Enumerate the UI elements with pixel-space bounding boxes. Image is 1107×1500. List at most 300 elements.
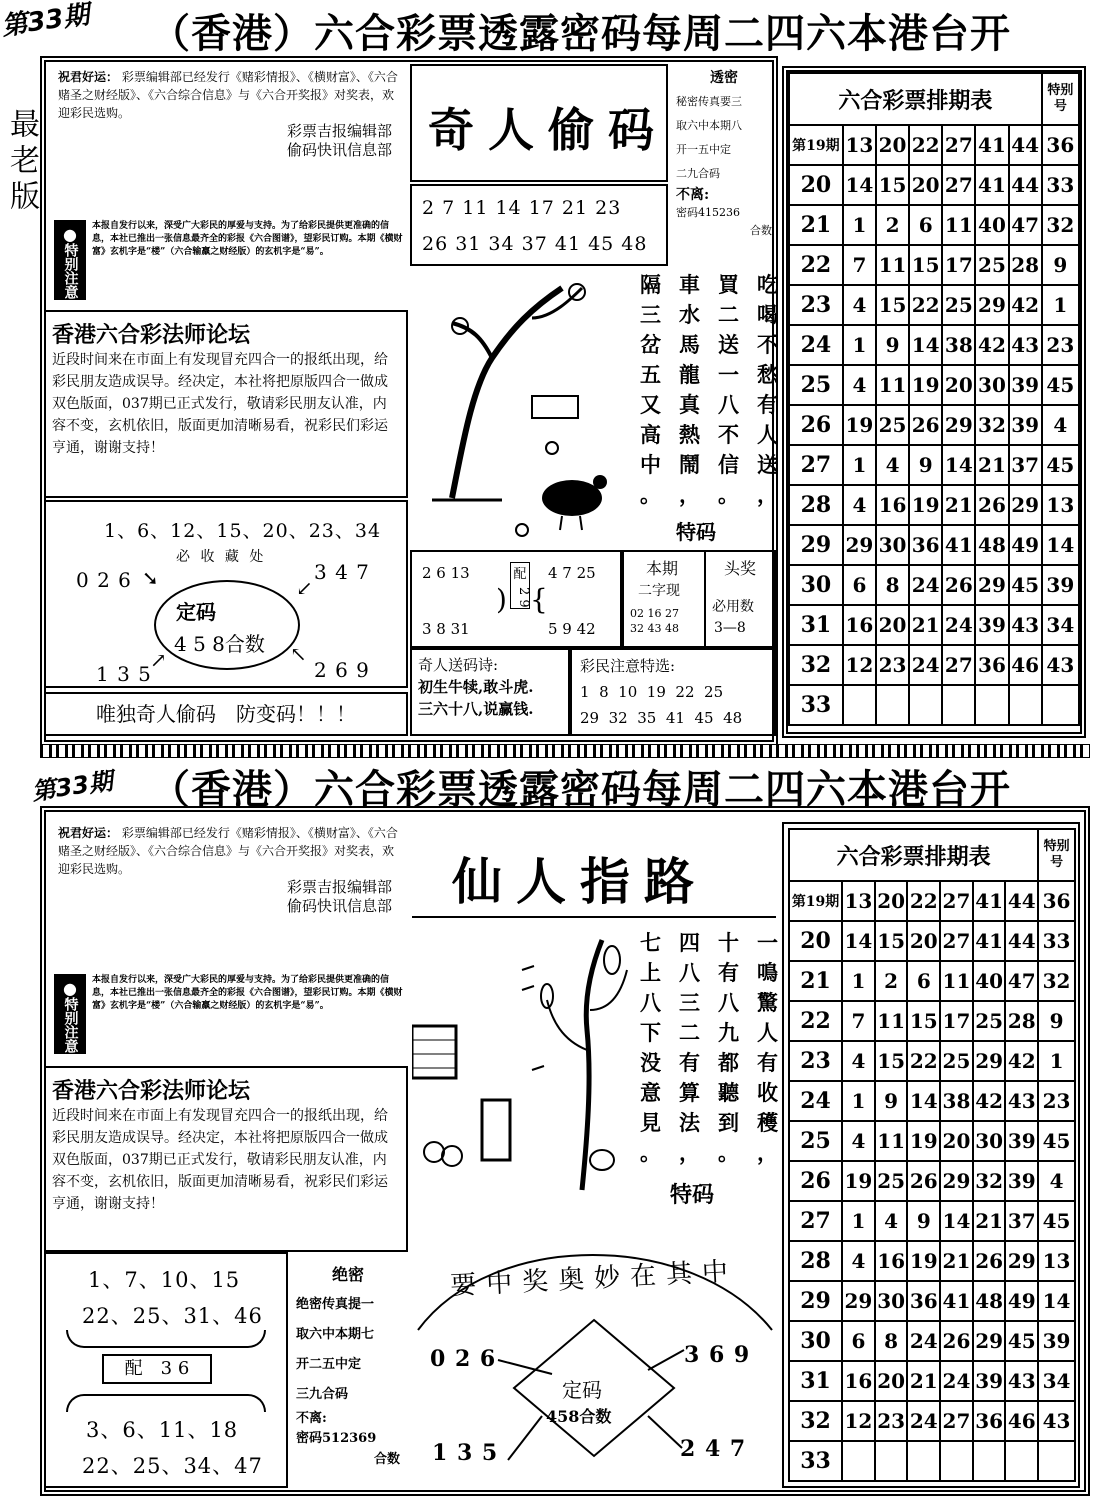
poem-char: 吃 xyxy=(757,272,778,297)
poem-char: 十 xyxy=(718,930,739,955)
secret-line-3-bottom: 开二五中定 xyxy=(296,1357,362,1372)
poem-char: 二 xyxy=(718,302,739,327)
schedule-issue-cell: 22 xyxy=(789,245,843,285)
schedule-number-cell xyxy=(1009,685,1042,725)
schedule-issue-cell: 25 xyxy=(789,1121,842,1161)
schedule-row xyxy=(789,605,1079,645)
schedule-number-cell: 41 xyxy=(975,125,1008,165)
schedule-issue-cell: 20 xyxy=(789,165,843,205)
schedule-number-cell: 12 xyxy=(842,1401,875,1441)
schedule-row-bottom xyxy=(789,921,1075,961)
schedule-row-bottom xyxy=(789,1241,1075,1281)
poem-char: 一 xyxy=(718,362,739,387)
arrow-up-right-icon: ↗ xyxy=(150,648,167,672)
schedule-number-cell: 25 xyxy=(940,1041,973,1081)
page-title-bottom: （香港）六合彩票透露密码每周二四六本港台开 xyxy=(150,766,1011,813)
bracket-left-icon: ) xyxy=(496,583,507,616)
schedule-issue-cell: 32 xyxy=(789,1401,842,1441)
schedule-issue-cell: 33 xyxy=(789,1441,842,1481)
left-nums-3: 3、6、11、18 xyxy=(86,1418,239,1442)
schedule-number-cell: 37 xyxy=(1005,1201,1038,1241)
secret-line-6-bottom: 密码512369 xyxy=(296,1431,377,1446)
schedule-number-cell: 42 xyxy=(973,1081,1006,1121)
bomb-icon-bottom: ● xyxy=(63,979,77,998)
schedule-number-cell: 27 xyxy=(942,165,975,205)
schedule-row xyxy=(789,565,1079,605)
diamond-bottom-right: 2 4 7 xyxy=(680,1436,747,1462)
tree-hen-illustration xyxy=(412,268,640,548)
left-nums-2: 22、25、31、46 xyxy=(82,1304,263,1328)
schedule-number-cell: 6 xyxy=(842,1321,875,1361)
schedule-number-cell: 36 xyxy=(909,525,942,565)
schedule-number-cell: 28 xyxy=(1005,1001,1038,1041)
poem-char: 有 xyxy=(757,392,778,417)
pair-mid-nums: 2 9 xyxy=(516,587,531,608)
poem-char: 八 xyxy=(718,990,739,1015)
schedule-number-cell: 20 xyxy=(875,1361,908,1401)
schedule-number-cell: 39 xyxy=(1009,405,1042,445)
secret-line-1-bottom: 绝密传真提一 xyxy=(296,1297,375,1312)
secret-head: 透密 xyxy=(710,70,738,86)
schedule-number-cell: 4 xyxy=(842,1121,875,1161)
schedule-row-bottom xyxy=(789,1201,1075,1241)
schedule-issue-cell: 29 xyxy=(789,1281,842,1321)
poem-char: 喝 xyxy=(757,302,778,327)
secret-line-2: 取六中本期八 xyxy=(676,119,742,132)
schedule-number-cell xyxy=(907,1441,940,1481)
poem2-line-1: 初生牛犊,敢斗虎. xyxy=(418,678,534,696)
special-label: 特码 xyxy=(676,520,716,544)
schedule-number-cell: 47 xyxy=(1005,961,1038,1001)
schedule-number-cell: 44 xyxy=(1009,165,1042,205)
poem-char: 收 xyxy=(757,1080,778,1105)
warning-label-bottom xyxy=(54,974,86,1054)
schedule-number-cell: 41 xyxy=(942,525,975,565)
schedule-special-cell: 9 xyxy=(1038,1001,1075,1041)
schedule-number-cell: 29 xyxy=(973,1321,1006,1361)
chain-divider xyxy=(40,744,1090,758)
issue-label: 第33期 xyxy=(0,0,92,43)
schedule-special-cell: 13 xyxy=(1042,485,1079,525)
side-text: 最老版 xyxy=(4,108,39,216)
schedule-number-cell: 29 xyxy=(975,565,1008,605)
notice-sign-2-bottom: 偷码快讯信息部 xyxy=(286,897,392,915)
schedule-number-cell: 39 xyxy=(975,605,1008,645)
schedule-table-bottom xyxy=(788,828,1076,1482)
circle-center-label: 定码 xyxy=(176,600,216,624)
schedule-number-cell: 16 xyxy=(875,1241,908,1281)
forum-box-bottom xyxy=(44,1066,408,1252)
main-title-box xyxy=(410,64,668,182)
schedule-number-cell: 44 xyxy=(1005,881,1038,921)
schedule-number-cell: 39 xyxy=(1009,365,1042,405)
schedule-row-bottom xyxy=(789,1401,1075,1441)
schedule-number-cell: 40 xyxy=(973,961,1006,1001)
schedule-number-cell: 26 xyxy=(975,485,1008,525)
poem-char: 下 xyxy=(640,1020,661,1045)
schedule-number-cell: 29 xyxy=(842,1281,875,1321)
schedule-number-cell: 24 xyxy=(907,1321,940,1361)
schedule-issue-cell: 28 xyxy=(789,485,843,525)
schedule-number-cell: 46 xyxy=(1009,645,1042,685)
schedule-number-cell: 44 xyxy=(1009,125,1042,165)
schedule-row xyxy=(789,125,1079,165)
forum-body: 近段时间来在市面上有发现冒充四合一的报纸出现，给彩民朋友造成误导。经决定，本社将把原版四合一做成双色版面，037期已正式发行，敬请彩民朋友认准，内容不变，玄机依旧，版面更加清晰易看，祝彩民们彩运亨通，谢谢支持！ xyxy=(52,352,388,456)
schedule-number-cell: 26 xyxy=(940,1321,973,1361)
schedule-number-cell: 49 xyxy=(1009,525,1042,565)
poem-block xyxy=(640,270,778,516)
schedule-number-cell: 32 xyxy=(975,405,1008,445)
schedule-number-cell: 15 xyxy=(907,1001,940,1041)
schedule-issue-cell: 21 xyxy=(789,205,843,245)
schedule-special-cell: 36 xyxy=(1042,125,1079,165)
circle-bottom-left: 1 3 5 xyxy=(96,662,152,686)
poem-char: 真 xyxy=(679,392,700,417)
schedule-number-cell: 14 xyxy=(842,921,875,961)
schedule-row-bottom xyxy=(789,1041,1075,1081)
arrow-left-icon: ↙ xyxy=(296,576,313,600)
poem-char: 一 xyxy=(757,930,778,955)
arrow-up-left-icon: ↖ xyxy=(290,642,307,666)
schedule-number-cell: 15 xyxy=(876,285,909,325)
schedule-special-cell: 43 xyxy=(1038,1401,1075,1441)
schedule-number-cell: 11 xyxy=(876,365,909,405)
schedule-number-cell: 25 xyxy=(875,1161,908,1201)
pair-mid-label: 配 xyxy=(513,567,527,582)
poem-char: 見 xyxy=(640,1110,661,1135)
schedule-number-cell: 25 xyxy=(876,405,909,445)
schedule-number-cell: 19 xyxy=(909,485,942,525)
schedule-number-cell: 7 xyxy=(843,245,876,285)
schedule-number-cell: 48 xyxy=(975,525,1008,565)
poem-column-bottom xyxy=(718,928,739,1176)
left-nums-pair: 配 3 6 xyxy=(102,1354,212,1384)
schedule-number-cell: 45 xyxy=(1005,1321,1038,1361)
schedule-row-bottom xyxy=(789,1441,1075,1481)
poem-column xyxy=(679,270,700,516)
schedule-issue-cell: 33 xyxy=(789,685,843,725)
schedule-number-cell xyxy=(940,1441,973,1481)
this-issue-h2: 二字现 xyxy=(638,583,680,599)
notice-body-bottom: 彩票编辑部已经发行《赌彩情报》、《横财富》、《六合赌圣之财经版》、《六合综合信息》与《六合开奖报》对奖表，欢迎彩民选购。 xyxy=(58,826,398,876)
schedule-special-cell: 45 xyxy=(1038,1121,1075,1161)
schedule-number-cell: 46 xyxy=(1005,1401,1038,1441)
poem-char: 算 xyxy=(679,1080,700,1105)
secret-head-bottom: 绝密 xyxy=(331,1265,364,1284)
poem-char: 熱 xyxy=(679,422,700,447)
poem-column-bottom xyxy=(757,928,778,1176)
schedule-number-cell: 29 xyxy=(942,405,975,445)
poem-char: 。 xyxy=(640,482,661,507)
schedule-number-cell xyxy=(876,685,909,725)
schedule-number-cell: 6 xyxy=(907,961,940,1001)
circle-box xyxy=(44,500,408,688)
schedule-special-cell: 9 xyxy=(1042,245,1079,285)
schedule-number-cell: 7 xyxy=(842,1001,875,1041)
schedule-row-bottom xyxy=(789,1161,1075,1201)
schedule-header-row xyxy=(789,73,1079,125)
pair-d: 5 9 42 xyxy=(548,620,596,638)
schedule-row-bottom xyxy=(789,1321,1075,1361)
schedule-number-cell: 43 xyxy=(1009,325,1042,365)
brace-bottom-icon xyxy=(66,1330,266,1348)
schedule-number-cell: 44 xyxy=(1005,921,1038,961)
picks-box xyxy=(570,648,776,736)
schedule-number-cell: 27 xyxy=(940,921,973,961)
secret-line-1: 秘密传真要三 xyxy=(676,95,742,108)
schedule-number-cell: 23 xyxy=(875,1401,908,1441)
schedule-issue-cell: 23 xyxy=(789,285,843,325)
notice-body: 彩票编辑部已经发行《赌彩情报》、《横财富》、《六合赌圣之财经版》、《六合综合信息》与《六合开奖报》对奖表，欢迎彩民选购。 xyxy=(58,70,398,120)
poem-char: 没 xyxy=(640,1050,661,1075)
schedule-number-cell: 4 xyxy=(876,445,909,485)
main-title-bottom: 仙人指路 xyxy=(452,852,708,911)
schedule-special-cell: 14 xyxy=(1038,1281,1075,1321)
notice-box-bottom xyxy=(50,820,406,970)
schedule-number-cell: 19 xyxy=(909,365,942,405)
poem-column xyxy=(640,270,661,516)
schedule-number-cell: 29 xyxy=(843,525,876,565)
schedule-number-cell: 19 xyxy=(907,1121,940,1161)
secret-line-2-bottom: 取六中本期七 xyxy=(296,1327,375,1342)
schedule-issue-cell: 27 xyxy=(789,1201,842,1241)
schedule-issue-cell: 31 xyxy=(789,605,843,645)
left-nums-4: 22、25、34、47 xyxy=(82,1454,263,1478)
schedule-number-cell: 4 xyxy=(842,1041,875,1081)
schedule-issue-cell: 25 xyxy=(789,365,843,405)
schedule-issue-cell: 31 xyxy=(789,1361,842,1401)
poem-char: 鳴 xyxy=(757,960,778,985)
poem-char: 聽 xyxy=(718,1080,739,1105)
secret-line-6: 密码415236 xyxy=(676,206,740,219)
schedule-number-cell: 26 xyxy=(973,1241,1006,1281)
secret-line-4: 二九合码 xyxy=(676,167,720,180)
schedule-special-cell: 4 xyxy=(1038,1161,1075,1201)
schedule-number-cell: 11 xyxy=(876,245,909,285)
poem-block-bottom xyxy=(640,928,778,1176)
schedule-row xyxy=(789,485,1079,525)
schedule-special-cell: 34 xyxy=(1038,1361,1075,1401)
schedule-special-cell: 39 xyxy=(1038,1321,1075,1361)
schedule-number-cell: 30 xyxy=(875,1281,908,1321)
poem-char: 有 xyxy=(718,960,739,985)
notice-greeting-bottom: 祝君好运： xyxy=(58,826,119,840)
schedule-issue-cell: 22 xyxy=(789,1001,842,1041)
pair-mid xyxy=(510,562,530,609)
pair-b: 3 8 31 xyxy=(422,620,470,638)
schedule-row-bottom xyxy=(789,1281,1075,1321)
schedule-number-cell: 9 xyxy=(907,1201,940,1241)
poem-char: ， xyxy=(679,1140,700,1165)
schedule-number-cell: 25 xyxy=(942,285,975,325)
schedule-number-cell: 21 xyxy=(909,605,942,645)
arc-text xyxy=(420,1232,770,1302)
schedule-row-bottom xyxy=(789,1361,1075,1401)
schedule-number-cell: 21 xyxy=(975,445,1008,485)
pair-c: 4 7 25 xyxy=(548,564,596,582)
circle-center-nums: 4 5 8合数 xyxy=(174,632,265,656)
poem-char: ， xyxy=(757,482,778,507)
warning-label-text: 特别注意 xyxy=(62,243,79,299)
schedule-number-cell: 27 xyxy=(940,881,973,921)
forum-title-bottom: 香港六合彩法师论坛 xyxy=(52,1078,251,1104)
schedule-number-cell: 43 xyxy=(1009,605,1042,645)
schedule-number-cell: 26 xyxy=(909,405,942,445)
poem-char: 不 xyxy=(718,422,739,447)
schedule-number-cell: 39 xyxy=(1005,1161,1038,1201)
pair-box xyxy=(410,550,622,648)
diamond-left-num: 0 2 6 xyxy=(430,1346,497,1372)
forum-box xyxy=(44,310,408,498)
poem-char: 驚 xyxy=(757,990,778,1015)
schedule-issue-cell: 24 xyxy=(789,1081,842,1121)
schedule-number-cell: 1 xyxy=(843,325,876,365)
picks-title: 彩民注意特选: xyxy=(580,657,676,675)
brace-top-icon xyxy=(66,1394,266,1412)
poem-column-bottom xyxy=(679,928,700,1176)
poem-char: 愁 xyxy=(757,362,778,387)
poem-char: 三 xyxy=(679,990,700,1015)
schedule-number-cell: 27 xyxy=(940,1401,973,1441)
schedule-number-cell: 14 xyxy=(942,445,975,485)
schedule-number-cell: 14 xyxy=(907,1081,940,1121)
schedule-issue-cell: 24 xyxy=(789,325,843,365)
circle-arc-text: 必 收 藏 处 xyxy=(176,549,267,565)
notice-sign xyxy=(58,122,398,160)
schedule-special-cell: 14 xyxy=(1042,525,1079,565)
poem-char: 又 xyxy=(640,392,661,417)
schedule-row xyxy=(789,645,1079,685)
secret-line-5: 不离: xyxy=(676,187,710,203)
schedule-number-cell: 19 xyxy=(843,405,876,445)
poem-char: 人 xyxy=(757,1020,778,1045)
schedule-number-cell xyxy=(875,1441,908,1481)
schedule-number-cell: 1 xyxy=(842,1081,875,1121)
poem-char: 信 xyxy=(718,452,739,477)
schedule-special-header-bottom: 特别号 xyxy=(1038,829,1075,881)
schedule-number-cell: 17 xyxy=(942,245,975,285)
poem-char: 三 xyxy=(640,302,661,327)
schedule-number-cell: 41 xyxy=(973,881,1006,921)
circle-left-num: 0 2 6 xyxy=(76,568,132,592)
schedule-row xyxy=(789,285,1079,325)
poem2-title: 奇人送码诗: xyxy=(418,656,499,674)
poem-char: 。 xyxy=(640,1140,661,1165)
schedule-issue-cell: 第19期 xyxy=(789,881,842,921)
slogan: 唯独奇人偷码 防变码！！！ xyxy=(44,692,408,736)
schedule-number-cell: 14 xyxy=(843,165,876,205)
schedule-row xyxy=(789,165,1079,205)
secret-line-4-bottom: 三九合码 xyxy=(296,1387,349,1402)
secret-box-bottom xyxy=(290,1256,406,1488)
poem-char: 八 xyxy=(640,990,661,1015)
poem-char: 。 xyxy=(718,482,739,507)
schedule-number-cell: 24 xyxy=(940,1361,973,1401)
schedule-special-cell: 32 xyxy=(1042,205,1079,245)
poem-char: 送 xyxy=(718,332,739,357)
schedule-number-cell: 29 xyxy=(1005,1241,1038,1281)
schedule-row xyxy=(789,205,1079,245)
schedule-number-cell: 40 xyxy=(975,205,1008,245)
schedule-number-cell: 15 xyxy=(909,245,942,285)
schedule-special-cell: 36 xyxy=(1038,881,1075,921)
schedule-number-cell: 4 xyxy=(843,365,876,405)
left-nums-1: 1、7、10、15 xyxy=(88,1268,241,1292)
secret-line-3: 开一五中定 xyxy=(676,143,731,156)
schedule-number-cell: 4 xyxy=(843,485,876,525)
schedule-special-cell xyxy=(1042,685,1079,725)
schedule-number-cell: 16 xyxy=(876,485,909,525)
schedule-number-cell xyxy=(942,685,975,725)
schedule-number-cell: 22 xyxy=(907,881,940,921)
schedule-number-cell: 4 xyxy=(842,1241,875,1281)
schedule-number-cell: 24 xyxy=(909,565,942,605)
poem-char: 車 xyxy=(679,272,700,297)
poem-char: 隔 xyxy=(640,272,661,297)
schedule-row xyxy=(789,525,1079,565)
schedule-number-cell: 26 xyxy=(942,565,975,605)
schedule-number-cell: 36 xyxy=(973,1401,1006,1441)
schedule-issue-cell: 21 xyxy=(789,961,842,1001)
schedule-number-cell: 27 xyxy=(942,125,975,165)
warning-label-text-bottom: 特别注意 xyxy=(62,997,79,1053)
schedule-special-cell: 32 xyxy=(1038,961,1075,1001)
poem2-box xyxy=(410,648,570,736)
poem-char: 八 xyxy=(718,392,739,417)
arrow-right-icon: ➘ xyxy=(142,566,159,590)
poem2-line-2: 三六十八,说赢钱. xyxy=(418,700,534,718)
schedule-number-cell: 21 xyxy=(942,485,975,525)
schedule-number-cell: 30 xyxy=(876,525,909,565)
schedule-number-cell: 39 xyxy=(973,1361,1006,1401)
schedule-number-cell: 6 xyxy=(909,205,942,245)
poem-char: ， xyxy=(679,482,700,507)
forum-body-bottom: 近段时间来在市面上有发现冒充四合一的报纸出现，给彩民朋友造成误导。经决定，本社将把原版四合一做成双色版面，037期已正式发行，敬请彩民朋友认准，内容不变，玄机依旧，版面更加清晰易看，祝彩民们彩运亨通，谢谢支持！ xyxy=(52,1108,388,1212)
schedule-number-cell xyxy=(843,685,876,725)
schedule-number-cell: 22 xyxy=(907,1041,940,1081)
poem-char: 七 xyxy=(640,930,661,955)
schedule-number-cell: 9 xyxy=(876,325,909,365)
poem-char: 五 xyxy=(640,362,661,387)
warning-box xyxy=(50,214,406,306)
schedule-number-cell: 42 xyxy=(975,325,1008,365)
schedule-number-cell xyxy=(909,685,942,725)
bomb-icon: ● xyxy=(63,225,77,244)
schedule-number-cell: 24 xyxy=(907,1401,940,1441)
schedule-header-row-bottom xyxy=(789,829,1075,881)
schedule-issue-cell: 32 xyxy=(789,645,843,685)
schedule-number-cell: 4 xyxy=(843,285,876,325)
main-title: 奇人偷码 xyxy=(428,103,668,157)
schedule-special-cell: 34 xyxy=(1042,605,1079,645)
poem-char: 九 xyxy=(718,1020,739,1045)
schedule-special-cell: 1 xyxy=(1038,1041,1075,1081)
notice-box xyxy=(50,64,406,214)
poem-char: 四 xyxy=(679,930,700,955)
schedule-number-cell: 12 xyxy=(843,645,876,685)
schedule-number-cell: 4 xyxy=(875,1201,908,1241)
schedule-number-cell: 14 xyxy=(940,1201,973,1241)
schedule-number-cell: 20 xyxy=(907,921,940,961)
notice-text xyxy=(58,68,398,122)
schedule-special-header: 特别号 xyxy=(1042,73,1079,125)
schedule-number-cell: 21 xyxy=(940,1241,973,1281)
schedule-special-cell: 45 xyxy=(1038,1201,1075,1241)
schedule-number-cell: 42 xyxy=(1009,285,1042,325)
schedule-number-cell: 1 xyxy=(842,961,875,1001)
poem-char: 馬 xyxy=(679,332,700,357)
schedule-number-cell: 21 xyxy=(907,1361,940,1401)
